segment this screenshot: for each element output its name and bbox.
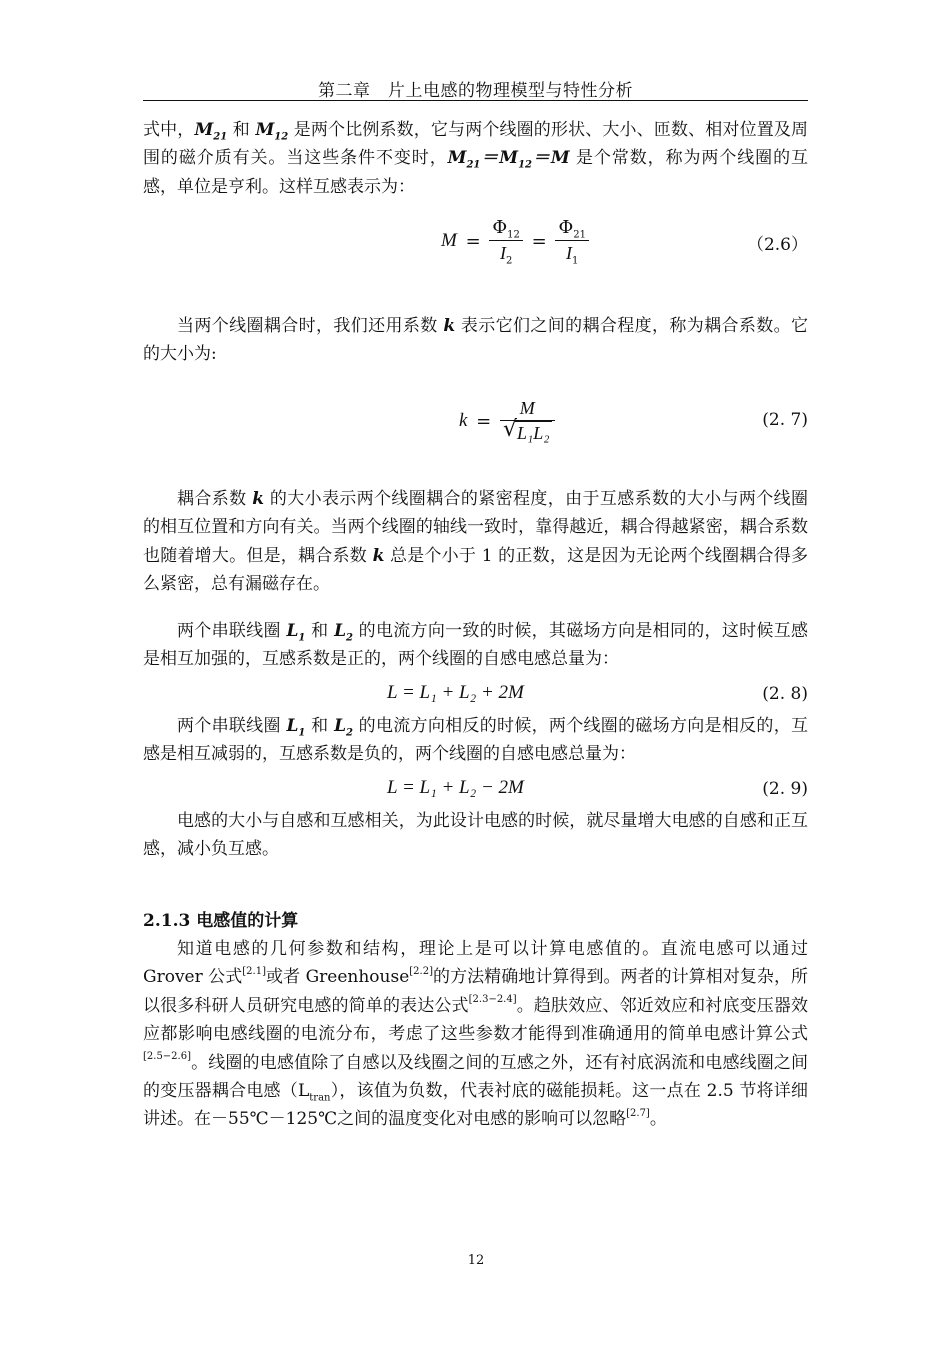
section-heading: 2.1.3 电感值的计算 [143,911,299,931]
eq-equals: = [476,410,492,432]
equals-sign: ＝ [531,148,551,169]
paragraph-series-aiding: 两个串联线圈 $L_1$ 和 $L_2$ 的电流方向一致的时候，其磁场方向是相同的，这时候互感是相互加强的，互感系数是正的，两个线圈的自感电感总量为： [143,621,808,670]
subscript-tran: tran [309,1092,331,1104]
eq-lhs: k [459,410,468,431]
running-header: 第二章 片上电感的物理模型与特性分析 [318,81,633,101]
text-run: 式中， [143,120,195,140]
citation: [2.3−2.4] [468,994,517,1006]
symbol-k: k [443,316,456,336]
text-run: 是两个比例系数，它与两个线圈的形状、大小、匝数、相对位置及周围的磁介质有关。当这些条件不变时， [143,120,809,169]
symbol-l2: $L_2$ [334,716,353,739]
symbol-l2: $L_2$ [334,621,353,644]
symbol-k: k [372,545,385,566]
equation-2-7 [143,396,808,456]
equation-text: L = L₁ + L₂ − 2M [387,777,524,798]
paragraph-series-opposing: 两个串联线圈 $L_1$ 和 $L_2$ 的电流方向相反的时候，两个线圈的磁场方向是相反的，互感是相互减弱的，互感系数是负的，两个线圈的自感电感总量为： [143,716,808,765]
equation-2-9 [143,775,808,803]
symbol-l1: $L_1$ [286,716,306,739]
fraction-phi12-i2: $\frac{\Phi_{12}}{I_2}$ [489,216,523,266]
equation-number: (2. 8) [762,684,808,704]
header-rule [143,100,808,101]
paragraph-inductance-calculation: 知道电感的几何参数和结构，理论上是可以计算电感值的。直流电感可以通过 Grover 公式[2.1]或者 Greenhouse[2.2]的方法精确地计算得到。两者的计算相对复杂，所以很多科研人员研究电感的简单的表达公式[2.3−2.4]。趋肤效应、邻近效应和衬底变压器效应都影响电感线圈的电流分布，考虑了这些参数才能得到准确通用的简单电感计算公式[2.5−2.6]。线圈的电感值除了自感以及线圈之间的互感之外，还有衬底涡流和电感线圈之间的变压器耦合电感$(L_{tran})$，该值为负数，代表衬底的磁能损耗。这一点在 2.5 节将详细讲述。在－55℃－125℃之间的温度变化对电感的影响可以忽略[2.7]。 [143,939,809,1130]
eq-equals: = [465,230,481,252]
citation: [2.7] [626,1107,650,1119]
paragraph-coupling-tightness: 耦合系数 k 的大小表示两个线圈耦合的紧密程度，由于互感系数的大小与两个线圈的相互位置和方向有关。当两个线圈的轴线一致时，靠得越近，耦合得越紧密，耦合系数也随着增大。但是，耦合系数 k 总是个小于 1 的正数，这是因为无论两个线圈耦合得多么紧密，总有漏磁存在。 [143,489,808,595]
paragraph-coupling-coefficient: 当两个线圈耦合时，我们还用系数 k 表示它们之间的耦合程度，称为耦合系数。它的大小为: [143,316,809,365]
text-run: 和 [227,120,256,140]
fraction-m-over-sqrt: M √ L₁L₂ [500,396,555,446]
citation: [2.2] [409,965,433,977]
page-number: 12 [467,1253,485,1268]
text-run: 是个常数，称为两个线圈的互感，单位是亨利。这样互感表示为： [143,148,809,197]
eq-equals: = [531,230,547,252]
symbol-m21: $M_{21}$ [447,148,481,171]
citation: [2.1] [242,965,266,977]
paragraph-design-note: 电感的大小与自感和互感相关，为此设计电感的时候，就尽量增大电感的自感和正互感，减小负互感。 [143,811,808,860]
equation-text: L = L₁ + L₂ + 2M [387,682,524,703]
symbol-m12: $M_{12}$ [255,120,289,143]
symbol-m12: $M_{12}$ [499,148,532,171]
equation-2-8 [143,680,808,708]
square-root: √ L₁L₂ [503,417,550,443]
symbol-k: k [252,489,265,509]
eq-lhs: M [441,230,457,251]
fraction-phi21-i1: $\frac{\Phi_{21}}{I_1}$ [555,216,589,266]
equation-number: (2. 7) [762,410,808,430]
symbol-m: M [550,148,570,169]
equation-number: （2.6） [746,235,808,255]
paragraph-mutual-inductance [143,116,808,201]
symbol-l1: $L_1$ [286,621,306,644]
equation-number: (2. 9) [762,779,808,799]
citation: [2.5−2.6] [143,1050,191,1062]
symbol-m21: $M_{21}$ [194,120,228,143]
equation-2-6 [143,216,808,268]
equals-sign: ＝ [480,148,500,169]
